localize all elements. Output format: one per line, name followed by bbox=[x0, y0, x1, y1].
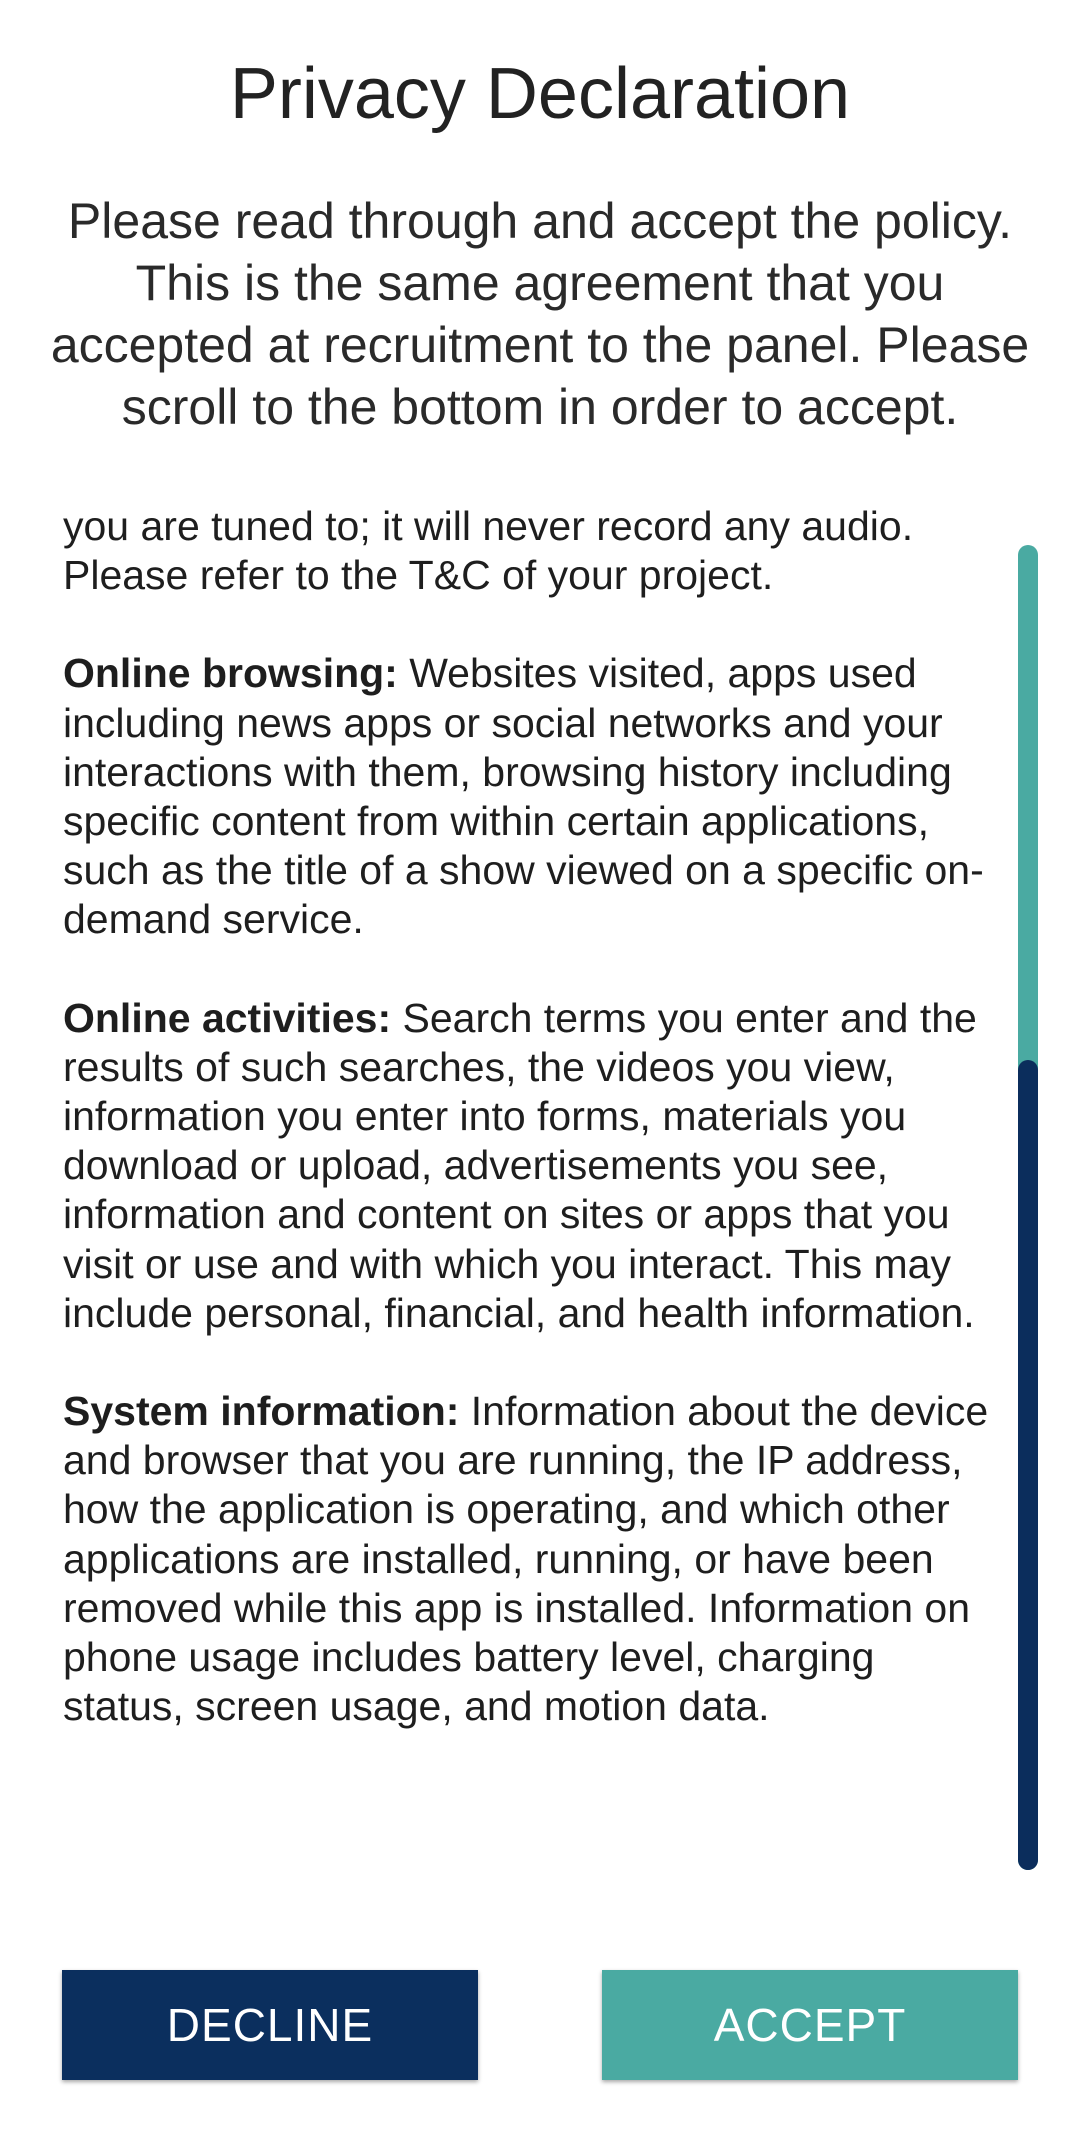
policy-section-online-activities bbox=[63, 994, 1003, 1338]
policy-section-online-browsing bbox=[63, 649, 1003, 944]
section-body: Websites visited, apps used including news apps or social networks and your interactions with them, browsing history including specific content from within certain applications, such as the title of a show viewed on a specific on-demand service. bbox=[63, 650, 984, 943]
policy-content bbox=[63, 502, 1003, 1780]
section-heading: System information: bbox=[63, 1388, 460, 1435]
scrollbar-thumb[interactable] bbox=[1018, 1060, 1038, 1870]
decline-button[interactable]: DECLINE bbox=[62, 1970, 478, 2080]
accept-button[interactable]: ACCEPT bbox=[602, 1970, 1018, 2080]
section-body: Search terms you enter and the results of such searches, the videos you view, information you enter into forms, materials you download or upload, advertisements you see, information and content on sites or apps that you visit or use and with which you interact. This may include personal, financial, and health information. bbox=[63, 994, 977, 1336]
section-heading: Online activities: bbox=[63, 994, 392, 1041]
instructions-text: Please read through and accept the policy. This is the same agreement that you accepted at recruitment to the panel. Please scroll to the bottom in order to accept. bbox=[50, 193, 1030, 435]
policy-intro-text: you are tuned to; it will never record any audio. Please refer to the T&C of your project. bbox=[63, 503, 914, 599]
policy-paragraph-intro bbox=[63, 502, 1003, 600]
section-heading: Online browsing: bbox=[63, 650, 398, 697]
page-title: Privacy Declaration bbox=[229, 54, 851, 134]
policy-scroll-area[interactable] bbox=[0, 503, 1080, 1870]
policy-section-system-information bbox=[63, 1387, 1003, 1731]
section-body: Information about the device and browser that you are running, the IP address, how the application is operating, and which other applications are installed, running, or have been removed while this app is installed. Information on phone usage includes battery level, charging status, screen usage, and motion data. bbox=[63, 1388, 989, 1730]
